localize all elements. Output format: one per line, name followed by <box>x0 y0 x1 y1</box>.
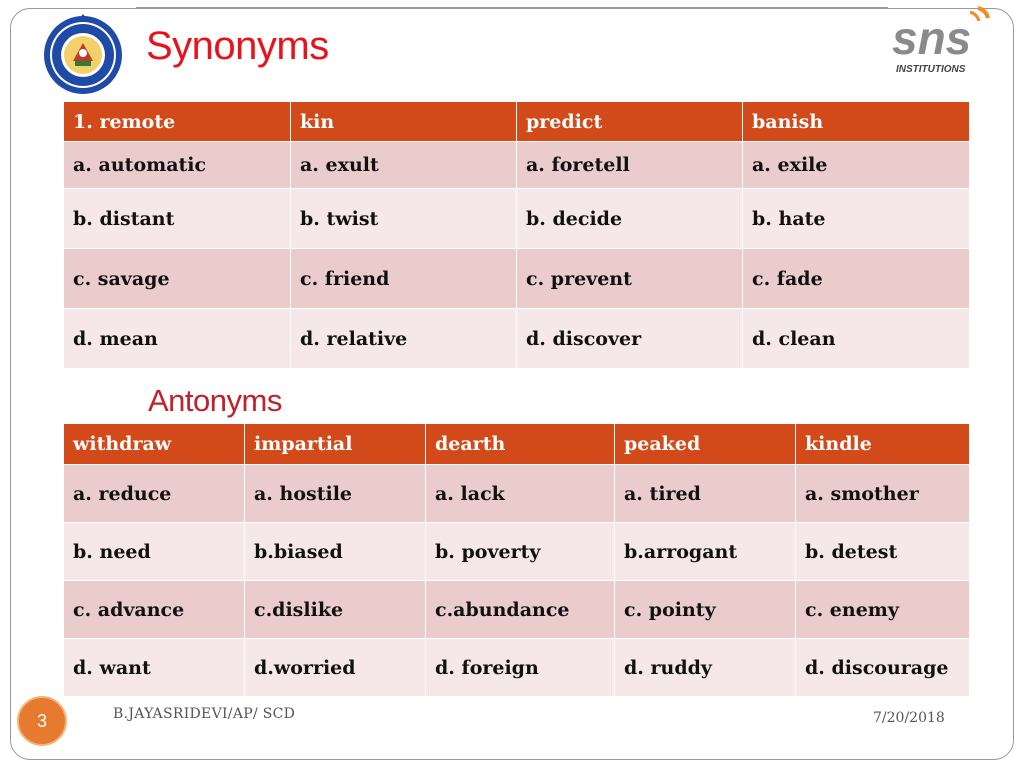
antonyms-header-row <box>64 424 970 465</box>
table-cell: d. mean <box>64 309 291 369</box>
table-cell: b. decide <box>517 189 743 249</box>
table-cell: b.biased <box>245 523 426 581</box>
table-cell: d. relative <box>291 309 517 369</box>
page-number-badge: 3 <box>17 696 67 746</box>
table-cell: b. hate <box>743 189 970 249</box>
table-cell: a. automatic <box>64 142 291 189</box>
table-row <box>64 309 970 369</box>
table-cell: c.abundance <box>426 581 615 639</box>
table-row <box>64 581 970 639</box>
table-cell: c. friend <box>291 249 517 309</box>
antonyms-header-cell: peaked <box>615 424 796 465</box>
table-row <box>64 465 970 523</box>
svg-text:sns: sns <box>892 12 972 64</box>
table-cell: c. pointy <box>615 581 796 639</box>
table-cell: c. advance <box>64 581 245 639</box>
synonyms-header-cell: banish <box>743 102 970 142</box>
synonyms-table <box>64 102 970 369</box>
table-cell: a. exile <box>743 142 970 189</box>
table-cell: c. savage <box>64 249 291 309</box>
table-cell: d. want <box>64 639 245 697</box>
table-cell: b. need <box>64 523 245 581</box>
table-cell: d. clean <box>743 309 970 369</box>
table-row <box>64 523 970 581</box>
table-cell: b. detest <box>796 523 970 581</box>
table-cell: c. enemy <box>796 581 970 639</box>
table-cell: d. foreign <box>426 639 615 697</box>
table-cell: d. discourage <box>796 639 970 697</box>
table-row <box>64 142 970 189</box>
antonyms-header-cell: kindle <box>796 424 970 465</box>
antonyms-header-cell: withdraw <box>64 424 245 465</box>
synonyms-header-cell: 1. remote <box>64 102 291 142</box>
antonyms-header-cell: impartial <box>245 424 426 465</box>
table-cell: a. hostile <box>245 465 426 523</box>
table-cell: d. ruddy <box>615 639 796 697</box>
table-cell: d. discover <box>517 309 743 369</box>
table-cell: b. distant <box>64 189 291 249</box>
table-cell: a. exult <box>291 142 517 189</box>
footer-date: 7/20/2018 <box>873 710 945 726</box>
svg-text:INSTITUTIONS: INSTITUTIONS <box>896 64 966 75</box>
table-cell: a. reduce <box>64 465 245 523</box>
table-row <box>64 249 970 309</box>
table-cell: b.arrogant <box>615 523 796 581</box>
footer-author: B.JAYASRIDEVI/AP/ SCD <box>113 706 296 722</box>
table-cell: c. prevent <box>517 249 743 309</box>
table-row <box>64 189 970 249</box>
table-cell: a. tired <box>615 465 796 523</box>
antonyms-table <box>64 424 970 697</box>
synonyms-header-cell: kin <box>291 102 517 142</box>
table-cell: b. twist <box>291 189 517 249</box>
synonyms-header-cell: predict <box>517 102 743 142</box>
table-row <box>64 639 970 697</box>
table-cell: b. poverty <box>426 523 615 581</box>
synonyms-header-row <box>64 102 970 142</box>
college-seal-logo <box>42 14 124 96</box>
table-cell: d.worried <box>245 639 426 697</box>
table-cell: a. smother <box>796 465 970 523</box>
synonyms-title: Synonyms <box>146 24 329 68</box>
table-cell: a. lack <box>426 465 615 523</box>
table-cell: c.dislike <box>245 581 426 639</box>
antonyms-header-cell: dearth <box>426 424 615 465</box>
top-rule <box>136 7 888 8</box>
table-cell: c. fade <box>743 249 970 309</box>
sns-institutions-logo <box>888 2 994 80</box>
table-cell: a. foretell <box>517 142 743 189</box>
antonyms-title: Antonyms <box>148 383 282 418</box>
